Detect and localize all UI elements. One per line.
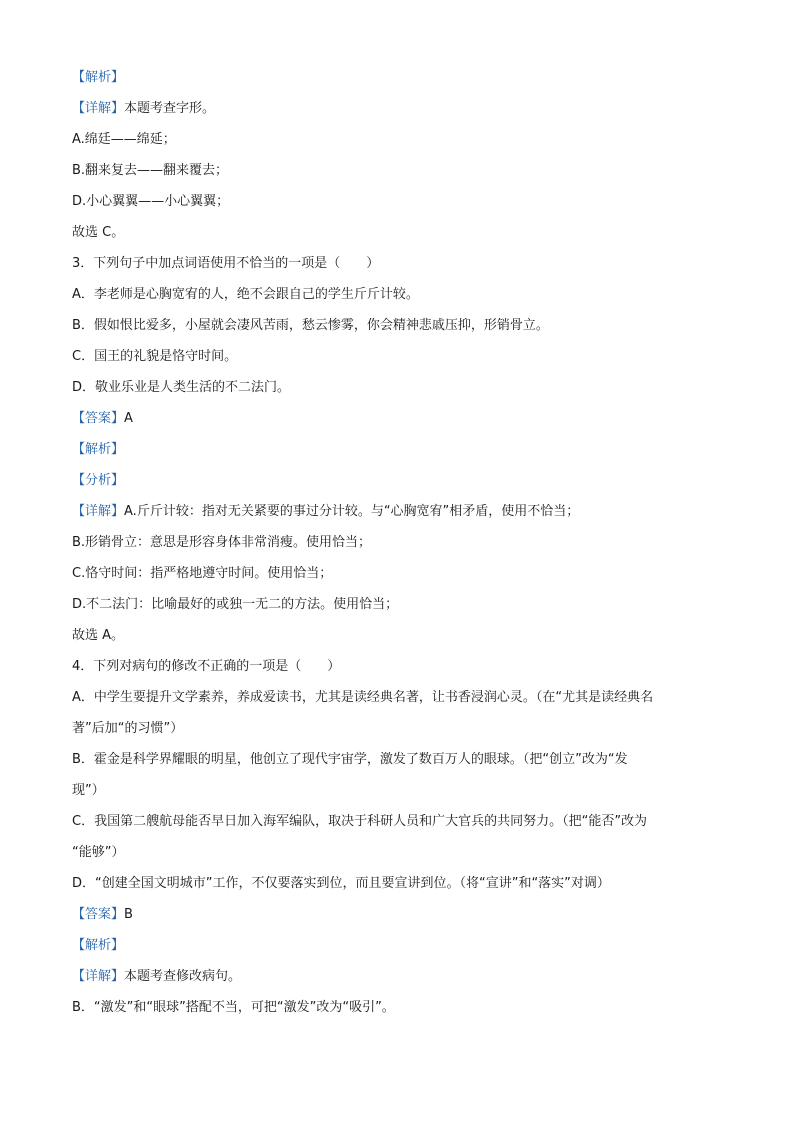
text-line xyxy=(72,279,722,310)
line-text: 现”） xyxy=(72,783,105,798)
text-line xyxy=(72,341,722,372)
text-line xyxy=(72,620,722,651)
section-tag: 【分析】 xyxy=(72,473,125,488)
text-line xyxy=(72,527,722,558)
line-text: B．“激发”和“眼球”搭配不当，可把“激发”改为“吸引”。 xyxy=(72,1000,395,1015)
section-tag: 【解析】 xyxy=(72,70,125,85)
line-text: 本题考查字形。 xyxy=(124,101,216,116)
line-text: “能够”） xyxy=(72,845,125,860)
text-line xyxy=(72,713,722,744)
line-text: C.恪守时间：指严格地遵守时间。使用恰当； xyxy=(72,566,333,581)
line-text: A.斤斤计较：指对无关紧要的事过分计较。与“心胸宽宥”相矛盾，使用不恰当； xyxy=(124,504,580,519)
line-text: B．假如恨比爱多，小屋就会凄风苦雨，愁云惨雾，你会精神悲戚压抑，形销骨立。 xyxy=(72,318,549,333)
text-line xyxy=(72,651,722,682)
section-tag: 【解析】 xyxy=(72,938,125,953)
text-line xyxy=(72,310,722,341)
text-line xyxy=(72,775,722,806)
text-line xyxy=(72,248,722,279)
text-line xyxy=(72,899,722,930)
line-text: C．国王的礼貌是恪守时间。 xyxy=(72,349,238,364)
text-line xyxy=(72,868,722,899)
text-line xyxy=(72,155,722,186)
text-line xyxy=(72,806,722,837)
line-text: A xyxy=(124,411,133,426)
line-text: B.翻来复去——翻来覆去； xyxy=(72,163,229,178)
text-line xyxy=(72,589,722,620)
line-text: C．我国第二艘航母能否早日加入海军编队，取决于科研人员和广大官兵的共同努力。（把“能否”改为 xyxy=(72,814,648,829)
text-line xyxy=(72,558,722,589)
line-text: 4．下列对病句的修改不正确的一项是（ ） xyxy=(72,659,341,674)
section-tag: 【答案】 xyxy=(72,411,125,426)
text-line xyxy=(72,961,722,992)
text-line xyxy=(72,496,722,527)
section-tag: 【解析】 xyxy=(72,442,125,457)
line-text: 故选 C。 xyxy=(72,225,125,240)
text-line xyxy=(72,372,722,403)
line-text: D.不二法门：比喻最好的或独一无二的方法。使用恰当； xyxy=(72,597,399,612)
section-tag: 【详解】 xyxy=(72,101,125,116)
line-text: A.绵廷——绵延； xyxy=(72,132,176,147)
text-line xyxy=(72,186,722,217)
line-text: D．“创建全国文明城市”工作，不仅要落实到位，而且要宣讲到位。（将“宣讲”和“落实”对调） xyxy=(72,876,610,891)
line-text: B.形销骨立：意思是形容身体非常消瘦。使用恰当； xyxy=(72,535,372,550)
line-text: 本题考查修改病句。 xyxy=(124,969,242,984)
section-tag: 【答案】 xyxy=(72,907,125,922)
line-text: D．敬业乐业是人类生活的不二法门。 xyxy=(72,380,291,395)
line-text: A．李老师是心胸宽宥的人，绝不会跟自己的学生斤斤计较。 xyxy=(72,287,419,302)
text-line xyxy=(72,744,722,775)
line-text: B．霍金是科学界耀眼的明星，他创立了现代宇宙学，激发了数百万人的眼球。（把“创立”改为“发 xyxy=(72,752,628,767)
text-line xyxy=(72,124,722,155)
document-page xyxy=(72,62,722,1023)
text-line xyxy=(72,217,722,248)
line-text: B xyxy=(124,907,133,922)
text-line xyxy=(72,930,722,961)
text-line xyxy=(72,93,722,124)
line-text: 3．下列句子中加点词语使用不恰当的一项是（ ） xyxy=(72,256,380,271)
text-line xyxy=(72,837,722,868)
line-text: D.小心翼翼——小心翼翼； xyxy=(72,194,230,209)
text-line xyxy=(72,682,722,713)
text-line xyxy=(72,465,722,496)
text-line xyxy=(72,62,722,93)
line-text: 著”后加“的习惯”） xyxy=(72,721,184,736)
line-text: A．中学生要提升文学素养，养成爱读书，尤其是读经典名著，让书香浸润心灵。（在“尤其是读经典名 xyxy=(72,690,654,705)
line-text: 故选 A。 xyxy=(72,628,125,643)
text-line xyxy=(72,403,722,434)
section-tag: 【详解】 xyxy=(72,969,125,984)
section-tag: 【详解】 xyxy=(72,504,125,519)
text-line xyxy=(72,434,722,465)
text-line xyxy=(72,992,722,1023)
